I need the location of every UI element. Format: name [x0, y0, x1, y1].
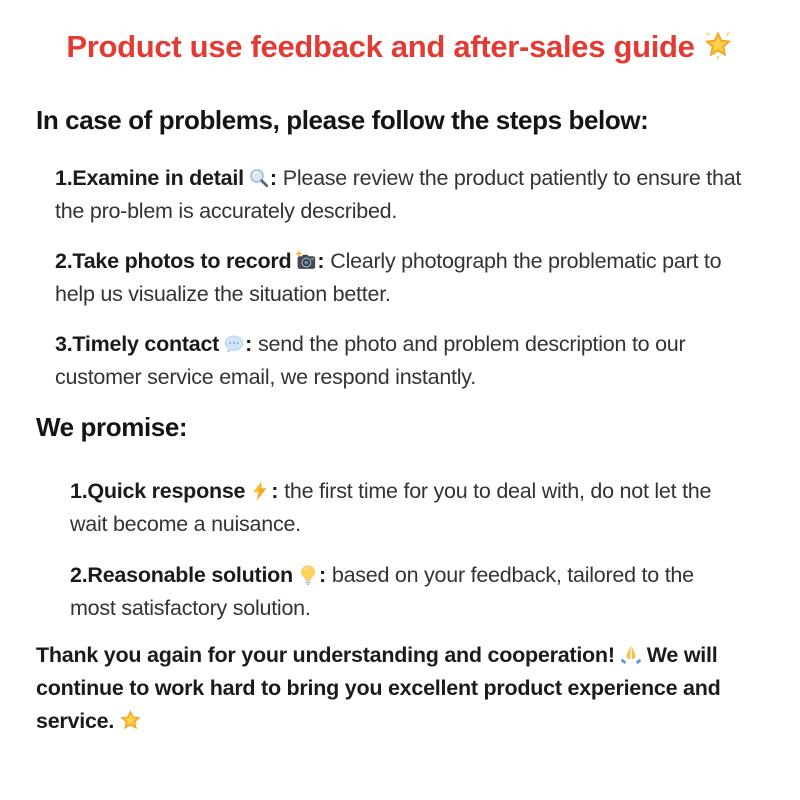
list-item-contact: [55, 328, 745, 394]
closing-text-1: Thank you again for your understanding and cooperation!: [36, 643, 615, 667]
speech-balloon-icon: [223, 333, 245, 355]
item-separator: :: [269, 166, 277, 190]
item-text: Please review the product patiently to ensure that the pro-blem is accurately described.: [55, 166, 742, 223]
item-separator: :: [318, 563, 326, 587]
closing-paragraph: [36, 639, 760, 738]
page-title-text: Product use feedback and after-sales guide: [66, 29, 695, 64]
item-label: 2.Reasonable solution: [70, 563, 293, 587]
glowing-star-icon: [119, 709, 142, 732]
item-text: the first time for you to deal with, do not let the wait become a nuisance.: [70, 479, 712, 536]
lightning-bolt-icon: [249, 480, 271, 502]
glowing-star-icon: [703, 30, 733, 60]
item-text: send the photo and problem description to our customer service email, we respond instantly.: [55, 332, 686, 389]
closing-text-2: We will continue to work hard to bring you excellent product experience and service.: [36, 643, 721, 733]
camera-flash-icon: [295, 250, 317, 272]
light-bulb-icon: [297, 564, 319, 586]
item-label: 1.Examine in detail: [55, 166, 244, 190]
list-item-quick-response: [70, 475, 745, 541]
magnifying-glass-icon: [248, 167, 270, 189]
item-text: Clearly photograph the problematic part to help us visualize the situation better.: [55, 249, 722, 306]
list-item-examine: [55, 162, 745, 228]
folded-hands-icon: [620, 644, 642, 666]
section-heading-problems: In case of problems, please follow the steps below:: [36, 105, 649, 135]
item-text: based on your feedback, tailored to the most satisfactory solution.: [70, 563, 694, 620]
item-label: 1.Quick response: [70, 479, 246, 503]
item-separator: :: [317, 249, 325, 273]
list-item-reasonable-solution: [70, 559, 745, 625]
list-item-photos: [55, 245, 745, 311]
item-separator: :: [245, 332, 253, 356]
item-separator: :: [271, 479, 279, 503]
problem-steps-list: [55, 162, 745, 394]
promise-list: [70, 475, 745, 625]
section-heading-promise: We promise:: [36, 412, 188, 442]
page-title: [10, 28, 790, 66]
item-label: 2.Take photos to record: [55, 249, 292, 273]
item-label: 3.Timely contact: [55, 332, 220, 356]
